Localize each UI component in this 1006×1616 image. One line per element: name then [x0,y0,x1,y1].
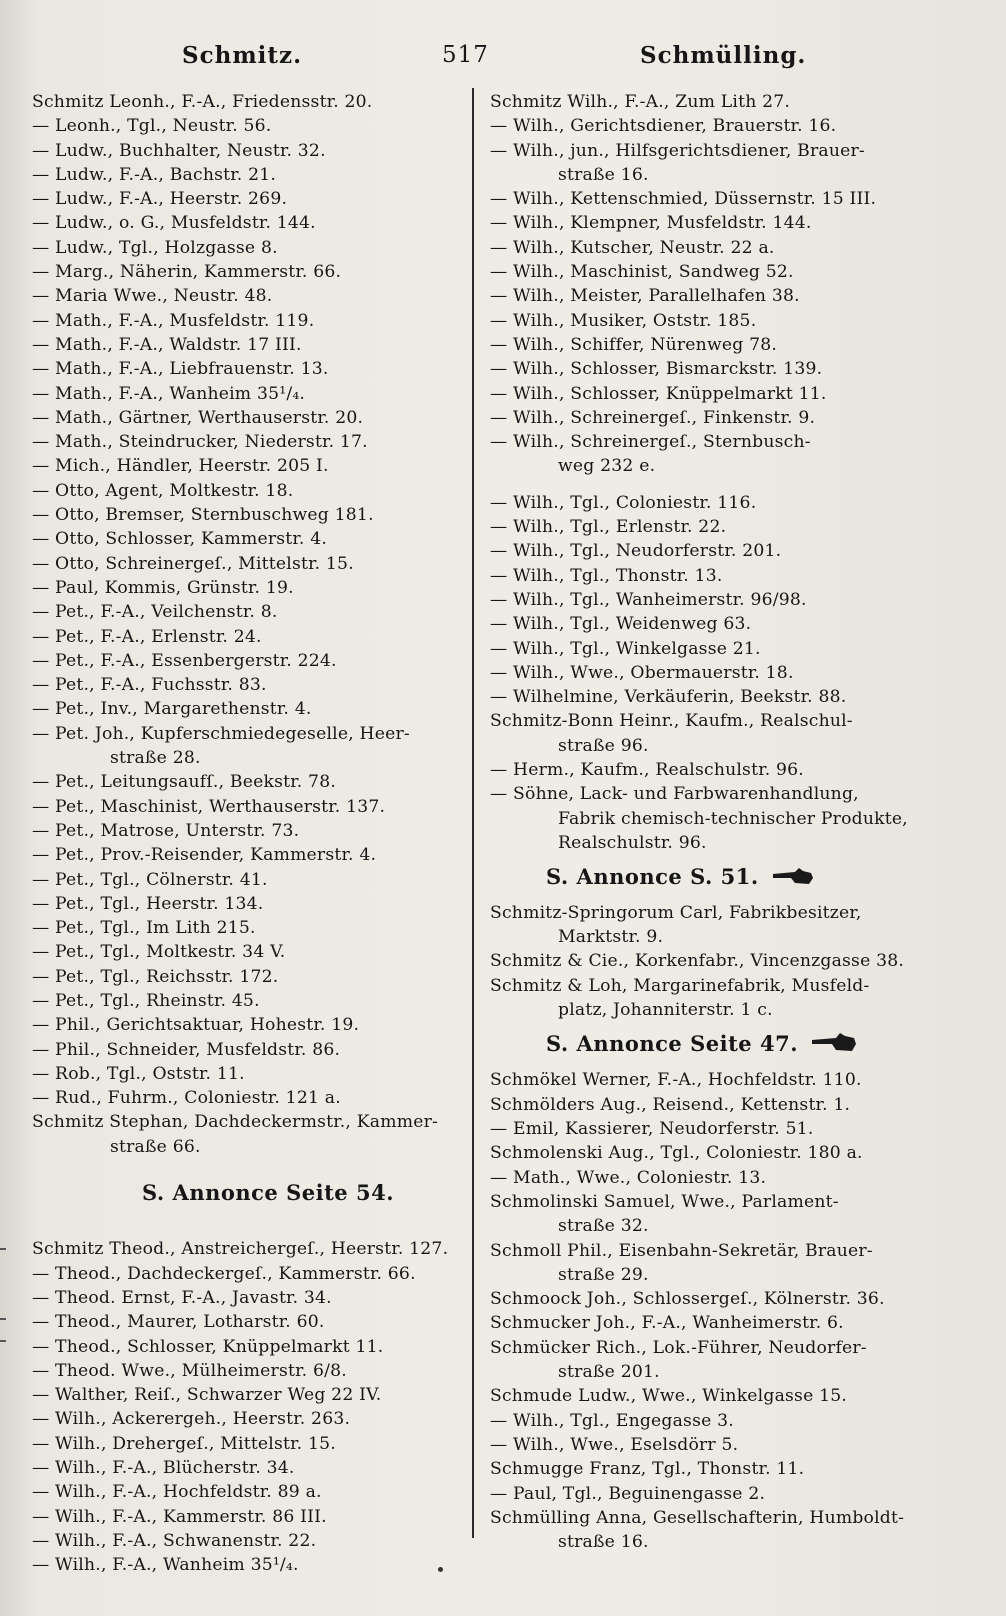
list-item: — Wilh., Tgl., Erlenstr. 22. [490,517,727,538]
page-header [0,38,1006,78]
list-item: Schmitz-Springorum Carl, Fabrikbesitzer, [490,902,862,923]
list-item: — Ludw., Tgl., Holzgasse 8. [32,237,278,258]
list-item: — Wilh., Tgl., Winkelgasse 21. [490,638,761,659]
list-item: — Pet., Leitungsaufſ., Beekstr. 78. [32,772,336,793]
list-item: — Math., F.-A., Waldstr. 17 III. [32,334,302,355]
list-item: — Wilh., Tgl., Wanheimerstr. 96/98. [490,589,807,610]
list-item: Schmitz Stephan, Dachdeckermstr., Kammer- [32,1112,439,1133]
pointing-hand-icon [773,867,813,891]
list-item: Schmude Ludw., Wwe., Winkelgasse 15. [490,1386,848,1407]
list-item: — Pet., Tgl., Moltkestr. 34 V. [32,942,286,963]
list-item: — Otto, Bremser, Sternbuschweg 181. [32,505,374,526]
list-item-continuation: straße 201. [558,1362,660,1383]
edge-mark [0,1340,6,1342]
list-item: — Wilhelmine, Verkäuferin, Beekstr. 88. [490,687,847,708]
list-item: — Pet., F.-A., Erlenstr. 24. [32,626,262,647]
list-item: — Pet., F.-A., Essenbergerstr. 224. [32,650,337,671]
list-item: Schmoll Phil., Eisenbahn-Sekretär, Brauer- [490,1240,873,1261]
list-item: — Wilh., Schiffer, Nürenweg 78. [490,334,778,355]
spacer [490,479,918,491]
page-number: 517 [442,42,489,68]
right-entries-h [490,1239,918,1263]
right-entries-d [490,758,918,807]
list-item: — Pet., F.-A., Veilchenstr. 8. [32,602,278,623]
spacer [32,1159,462,1171]
list-item: — Wilh., F.-A., Wanheim 35¹/₄. [32,1555,299,1576]
list-item: — Rud., Fuhrm., Coloniestr. 121 a. [32,1088,341,1109]
list-item: — Walther, Reiſ., Schwarzer Weg 22 IV. [32,1385,382,1406]
list-item: — Math., F.-A., Musfeldstr. 119. [32,310,315,331]
right-entries-f [490,949,918,998]
list-item-continuation: Fabrik chemisch-technischer Produkte, [558,808,908,829]
list-item: — Ludw., F.-A., Bachstr. 21. [32,164,277,185]
list-item: — Pet., Tgl., Cölnerstr. 41. [32,869,268,890]
list-item: Schmitz-Bonn Heinr., Kaufm., Realschul- [490,711,853,732]
list-item: Schmucker Joh., F.-A., Wanheimerstr. 6. [490,1313,844,1334]
list-item: — Wilh., Tgl., Weidenweg 63. [490,614,752,635]
list-item: Schmökel Werner, F.-A., Hochfeldstr. 110. [490,1070,862,1091]
list-item: — Wilh., Musiker, Oststr. 185. [490,310,757,331]
list-item: — Ludw., Buchhalter, Neustr. 32. [32,140,326,161]
list-item: — Wilh., Ackerergeh., Heerstr. 263. [32,1409,351,1430]
right-entries-g [490,1068,918,1214]
left-entries-c [32,1237,462,1577]
list-item: — Wilh., Maschinist, Sandweg 52. [490,262,794,283]
list-item: — Wilh., Tgl., Thonstr. 13. [490,565,723,586]
list-item: Schmitz Wilh., F.-A., Zum Lith 27. [490,92,791,112]
list-item: — Wilh., F.-A., Schwanenstr. 22. [32,1530,317,1551]
list-item: — Math., F.-A., Liebfrauenstr. 13. [32,359,329,380]
list-item: — Pet., Prov.-Reisender, Kammerstr. 4. [32,845,377,866]
list-item: — Wilh., Schlosser, Bismarckstr. 139. [490,359,823,380]
list-item: Schmugge Franz, Tgl., Thonstr. 11. [490,1459,805,1480]
right-entries-j [490,1384,918,1530]
pointing-hand-icon [812,1033,856,1058]
list-item: — Mich., Händler, Heerstr. 205 I. [32,456,329,477]
list-item: — Pet., Tgl., Rheinstr. 45. [32,990,260,1011]
list-item: — Theod., Dachdeckergeſ., Kammerstr. 66. [32,1263,416,1284]
print-speck [438,1567,443,1572]
list-item: — Otto, Schreinergeſ., Mittelstr. 15. [32,553,354,574]
list-item: Schmolenski Aug., Tgl., Coloniestr. 180 a. [490,1143,863,1164]
list-item: — Otto, Schlosser, Kammerstr. 4. [32,529,328,550]
list-item: — Wilh., Wwe., Eselsdörr 5. [490,1434,739,1455]
list-item: — Phil., Gerichtsaktuar, Hohestr. 19. [32,1015,360,1036]
list-item: — Leonh., Tgl., Neustr. 56. [32,116,272,137]
annonce-text: S. Annonce Seite 47. [546,1031,799,1057]
left-entries-b [32,770,462,1134]
annonce-reference: S. Annonce Seite 54. [142,1180,395,1206]
column-divider [472,88,474,1538]
list-item-continuation: straße 16. [558,164,649,185]
edge-mark [0,1318,6,1320]
list-item: Schmölders Aug., Reisend., Kettenstr. 1. [490,1094,851,1115]
left-column [32,90,462,1578]
list-item: Schmitz Leonh., F.-A., Friedensstr. 20. [32,92,373,112]
list-item: — Pet., F.-A., Fuchsstr. 83. [32,675,267,696]
left-entries-a [32,90,462,746]
list-item-continuation: straße 96. [558,735,649,756]
list-item: — Wilh., Drehergeſ., Mittelstr. 15. [32,1433,336,1454]
list-item: — Emil, Kassierer, Neudorferstr. 51. [490,1119,814,1140]
header-left-name: Schmitz. [182,42,303,69]
list-item: — Wilh., Schreinergeſ., Finkenstr. 9. [490,407,816,428]
list-item: — Theod., Schlosser, Knüppelmarkt 11. [32,1336,384,1357]
list-item-continuation: straße 29. [558,1264,649,1285]
edge-mark [0,1248,6,1250]
list-item: — Wilh., F.-A., Kammerstr. 86 III. [32,1506,327,1527]
list-item: Schmücker Rich., Lok.-Führer, Neudorfer- [490,1337,867,1358]
list-item: — Paul, Tgl., Beguinengasse 2. [490,1483,766,1504]
annonce-text: S. Annonce S. 51. [546,864,759,890]
list-item: Schmitz & Loh, Margarinefabrik, Musfeld- [490,975,870,996]
list-item: — Rob., Tgl., Oststr. 11. [32,1063,245,1084]
list-item: — Pet., Matrose, Unterstr. 73. [32,820,300,841]
list-item-continuation: platz, Johanniterstr. 1 c. [558,1000,773,1021]
list-item: — Paul, Kommis, Grünstr. 19. [32,577,294,598]
list-item: — Herm., Kaufm., Realschulstr. 96. [490,760,804,781]
list-item-continuation: straße 66. [110,1136,201,1157]
list-item-continuation: Marktstr. 9. [558,927,664,948]
right-entries-e [490,901,918,925]
right-entries-i [490,1287,918,1360]
right-entries-b [490,187,918,454]
list-item: Schmitz Theod., Anstreichergeſ., Heerstr. 127. [32,1239,449,1260]
list-item: — Wilh., F.-A., Hochfeldstr. 89 a. [32,1482,322,1503]
list-item: — Otto, Agent, Moltkestr. 18. [32,480,294,501]
list-item: — Wilh., Meister, Parallelhafen 38. [490,286,800,307]
list-item: — Wilh., Tgl., Engegasse 3. [490,1410,734,1431]
list-item: — Math., Wwe., Coloniestr. 13. [490,1167,767,1188]
list-item: — Wilh., Wwe., Obermauerstr. 18. [490,662,794,683]
list-item: — Ludw., F.-A., Heerstr. 269. [32,189,288,210]
list-item: — Math., F.-A., Wanheim 35¹/₄. [32,383,306,404]
list-item: — Ludw., o. G., Musfeldstr. 144. [32,213,316,234]
list-item: — Pet. Joh., Kupferschmiedegeselle, Heer- [32,723,410,744]
right-column [490,90,918,1554]
list-item-continuation: straße 32. [558,1216,649,1237]
list-item: — Theod., Maurer, Lotharstr. 60. [32,1312,325,1333]
right-entries-a [490,90,918,163]
list-item: — Math., Gärtner, Werthauserstr. 20. [32,407,364,428]
list-item: — Wilh., Tgl., Neudorferstr. 201. [490,541,782,562]
annonce-reference [490,1022,918,1068]
annonce-reference [490,855,918,901]
list-item: — Pet., Tgl., Reichsstr. 172. [32,966,279,987]
list-item: — Wilh., Schreinergeſ., Sternbusch- [490,432,811,453]
list-item: — Wilh., Tgl., Coloniestr. 116. [490,492,757,513]
list-item: — Pet., Maschinist, Werthauserstr. 137. [32,796,386,817]
list-item: — Math., Steindrucker, Niederstr. 17. [32,432,368,453]
list-item: Schmolinski Samuel, Wwe., Parlament- [490,1191,839,1212]
list-item: — Phil., Schneider, Musfeldstr. 86. [32,1039,341,1060]
header-right-name: Schmülling. [640,42,807,69]
list-item: Schmitz & Cie., Korkenfabr., Vincenzgasse 38. [490,951,905,972]
list-item: — Maria Wwe., Neustr. 48. [32,286,273,307]
list-item: — Pet., Tgl., Heerstr. 134. [32,893,264,914]
list-item: — Pet., Inv., Margarethenstr. 4. [32,699,312,720]
spacer [32,1215,462,1237]
list-item-continuation: Realschulstr. 96. [558,832,707,853]
list-item: — Wilh., Klempner, Musfeldstr. 144. [490,213,812,234]
list-item: — Wilh., Kutscher, Neustr. 22 a. [490,237,775,258]
list-item: — Wilh., Schlosser, Knüppelmarkt 11. [490,383,827,404]
list-item: — Wilh., Kettenschmied, Düssernstr. 15 III. [490,189,877,210]
list-item: — Wilh., jun., Hilfsgerichtsdiener, Brauer- [490,140,865,161]
list-item: — Wilh., F.-A., Blücherstr. 34. [32,1458,295,1479]
list-item: — Söhne, Lack- und Farbwarenhandlung, [490,784,859,805]
list-item: — Theod. Ernst, F.-A., Javastr. 34. [32,1287,332,1308]
list-item-continuation: straße 28. [110,748,201,769]
list-item: Schmoock Joh., Schlossergeſ., Kölnerstr. 36. [490,1289,885,1310]
list-item: — Marg., Näherin, Kammerstr. 66. [32,262,342,283]
list-item-continuation: weg 232 e. [558,456,656,477]
list-item-continuation: straße 16. [558,1532,649,1553]
list-item: — Theod. Wwe., Mülheimerstr. 6/8. [32,1360,347,1381]
list-item: — Pet., Tgl., Im Lith 215. [32,918,256,939]
list-item: — Wilh., Gerichtsdiener, Brauerstr. 16. [490,116,837,137]
right-entries-c [490,491,918,734]
list-item: Schmülling Anna, Gesellschafterin, Humboldt- [490,1507,905,1528]
